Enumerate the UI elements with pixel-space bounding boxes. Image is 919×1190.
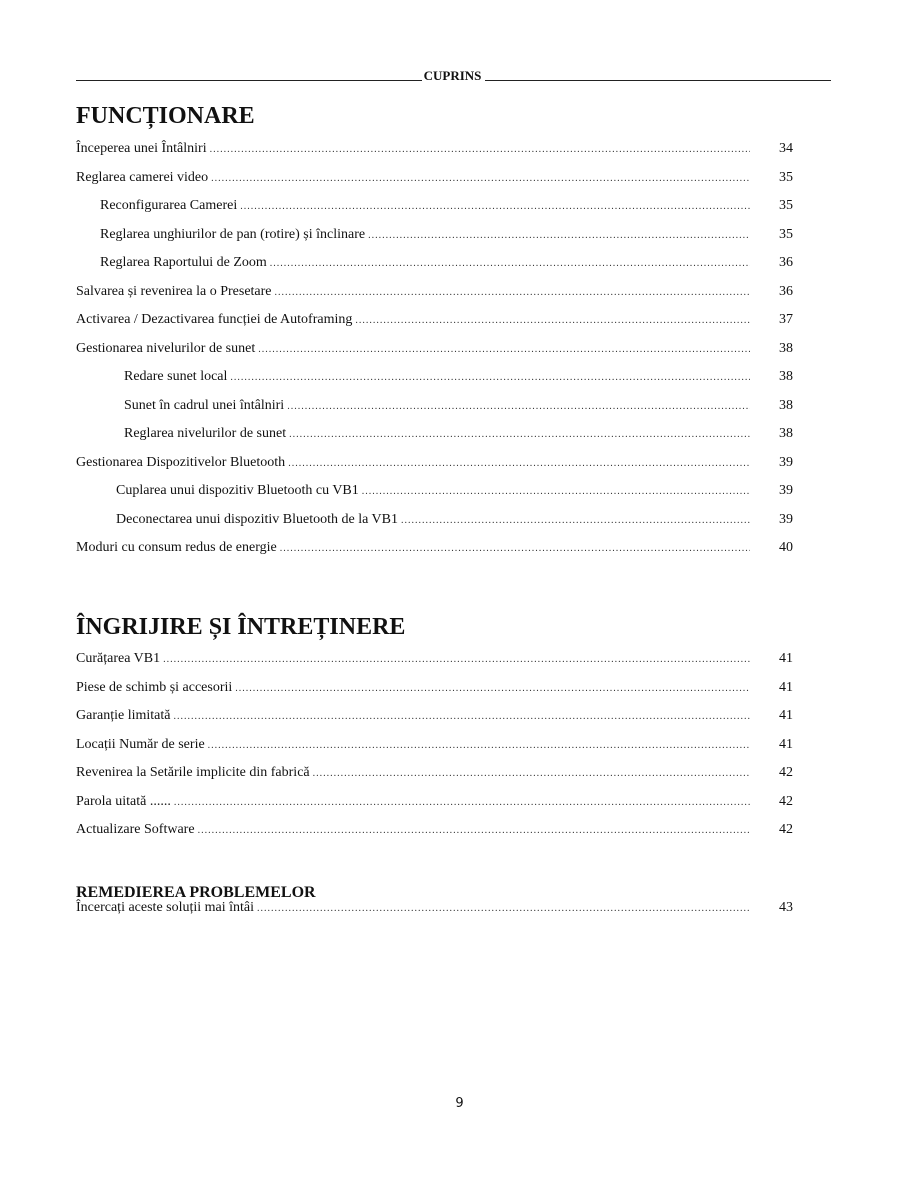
toc-list-functionare [76,141,793,569]
toc-entry-label: Locații Număr de serie [76,736,205,752]
dot-leader [211,173,750,184]
toc-entry-label: Revenirea la Setările implicite din fabrică [76,765,310,780]
toc-entry-page: 38 [779,397,793,413]
toc-entry-label: Gestionarea nivelurilor de sunet [76,340,256,356]
toc-entry-page: 34 [779,141,793,156]
toc-entry[interactable] [76,255,793,284]
toc-entry-page: 36 [779,283,793,299]
toc-entry-page: 40 [779,540,793,555]
header-rule-left [76,80,422,81]
section-title-functionare: FUNCȚIONARE [76,103,255,129]
dot-leader [257,903,750,914]
toc-entry[interactable] [76,680,793,709]
dot-leader [287,401,750,412]
dot-leader [313,768,750,779]
dot-leader [230,372,750,383]
toc-entry-label: Reglarea Raportului de Zoom [100,255,267,270]
dot-leader [258,344,750,355]
dot-leader [235,683,750,694]
toc-entry[interactable] [76,512,793,541]
toc-entry-label: Garanție limitată [76,708,171,723]
toc-header [76,66,831,84]
section-title-ingrijire: ÎNGRIJIRE ȘI ÎNTREȚINERE [76,614,406,640]
toc-entry-page: 41 [779,708,793,723]
toc-entry-label: Deconectarea unui dispozitiv Bluetooth de la VB1 [116,511,399,527]
toc-entry-page: 41 [779,679,793,695]
toc-entry-page: 39 [779,454,793,470]
toc-entry-page: 38 [779,340,793,356]
toc-entry-page: 35 [779,226,793,242]
header-rule-right [485,80,831,81]
toc-entry-page: 39 [779,483,793,498]
dot-leader [270,258,750,269]
toc-entry-label: Încercați aceste soluții mai întâi [76,900,255,915]
toc-entry-label: Reglarea camerei video [76,169,209,185]
dot-leader [208,740,750,751]
toc-entry-label: Activarea / Dezactivarea funcției de Autoframing [76,312,353,327]
toc-entry[interactable] [76,369,793,398]
toc-entry-page: 41 [779,651,793,666]
toc-entry-page: 39 [779,511,793,527]
toc-entry[interactable] [76,341,793,370]
dot-leader [368,230,750,241]
toc-entry-label: Salvarea și revenirea la o Presetare [76,283,272,299]
toc-entry-label: Reconfigurarea Camerei [100,198,238,213]
toc-entry-label: Piese de schimb și accesorii [76,679,233,695]
dot-leader [174,797,750,808]
dot-leader [289,429,750,440]
toc-entry[interactable] [76,455,793,484]
toc-entry[interactable] [76,227,793,256]
toc-entry-page: 42 [779,793,793,809]
toc-entry-label: Gestionarea Dispozitivelor Bluetooth [76,454,286,470]
toc-entry-label: Începerea unei Întâlniri [76,141,207,156]
dot-leader [198,825,750,836]
toc-entry-page: 38 [779,369,793,384]
toc-entry[interactable] [76,284,793,313]
toc-entry-label: Moduri cu consum redus de energie [76,540,277,555]
toc-entry[interactable] [76,794,793,823]
toc-entry-label: Redare sunet local [124,369,228,384]
toc-entry-page: 38 [779,426,793,441]
toc-entry-page: 41 [779,736,793,752]
dot-leader [401,515,750,526]
section-title-remedierea: REMEDIEREA PROBLEMELOR [76,884,316,901]
toc-entry-label: Reglarea nivelurilor de sunet [124,426,287,441]
dot-leader [240,201,750,212]
dot-leader [163,654,750,665]
dot-leader [280,543,750,554]
toc-entry[interactable] [76,398,793,427]
toc-entry-page: 43 [779,900,793,915]
header-title: CUPRINS [423,68,482,83]
toc-entry-page: 42 [779,822,793,837]
toc-entry[interactable] [76,483,793,512]
toc-entry[interactable] [76,900,793,929]
toc-entry[interactable] [76,312,793,341]
dot-leader [210,144,750,155]
toc-entry-page: 35 [779,169,793,185]
dot-leader [355,315,750,326]
toc-entry-label: Cuplarea unui dispozitiv Bluetooth cu VB1 [116,483,359,498]
toc-entry-page: 37 [779,312,793,327]
toc-entry[interactable] [76,141,793,170]
toc-entry[interactable] [76,198,793,227]
toc-entry-label: Parola uitată ...... [76,793,171,809]
page-number: 9 [455,1096,464,1111]
toc-entry-page: 42 [779,765,793,780]
dot-leader [362,486,750,497]
dot-leader [275,287,750,298]
toc-entry-label: Reglarea unghiurilor de pan (rotire) și înclinare [100,226,366,242]
toc-entry[interactable] [76,170,793,199]
toc-entry-label: Curățarea VB1 [76,651,161,666]
toc-entry[interactable] [76,708,793,737]
toc-list-remedierea [76,900,793,929]
toc-entry-label: Sunet în cadrul unei întâlniri [124,397,285,413]
toc-entry[interactable] [76,737,793,766]
toc-entry-page: 35 [779,198,793,213]
toc-entry-label: Actualizare Software [76,822,195,837]
toc-entry-page: 36 [779,255,793,270]
toc-entry[interactable] [76,765,793,794]
toc-entry[interactable] [76,822,793,851]
toc-entry[interactable] [76,651,793,680]
toc-entry[interactable] [76,540,793,569]
toc-list-ingrijire [76,651,793,851]
toc-entry[interactable] [76,426,793,455]
dot-leader [173,711,750,722]
dot-leader [288,458,750,469]
